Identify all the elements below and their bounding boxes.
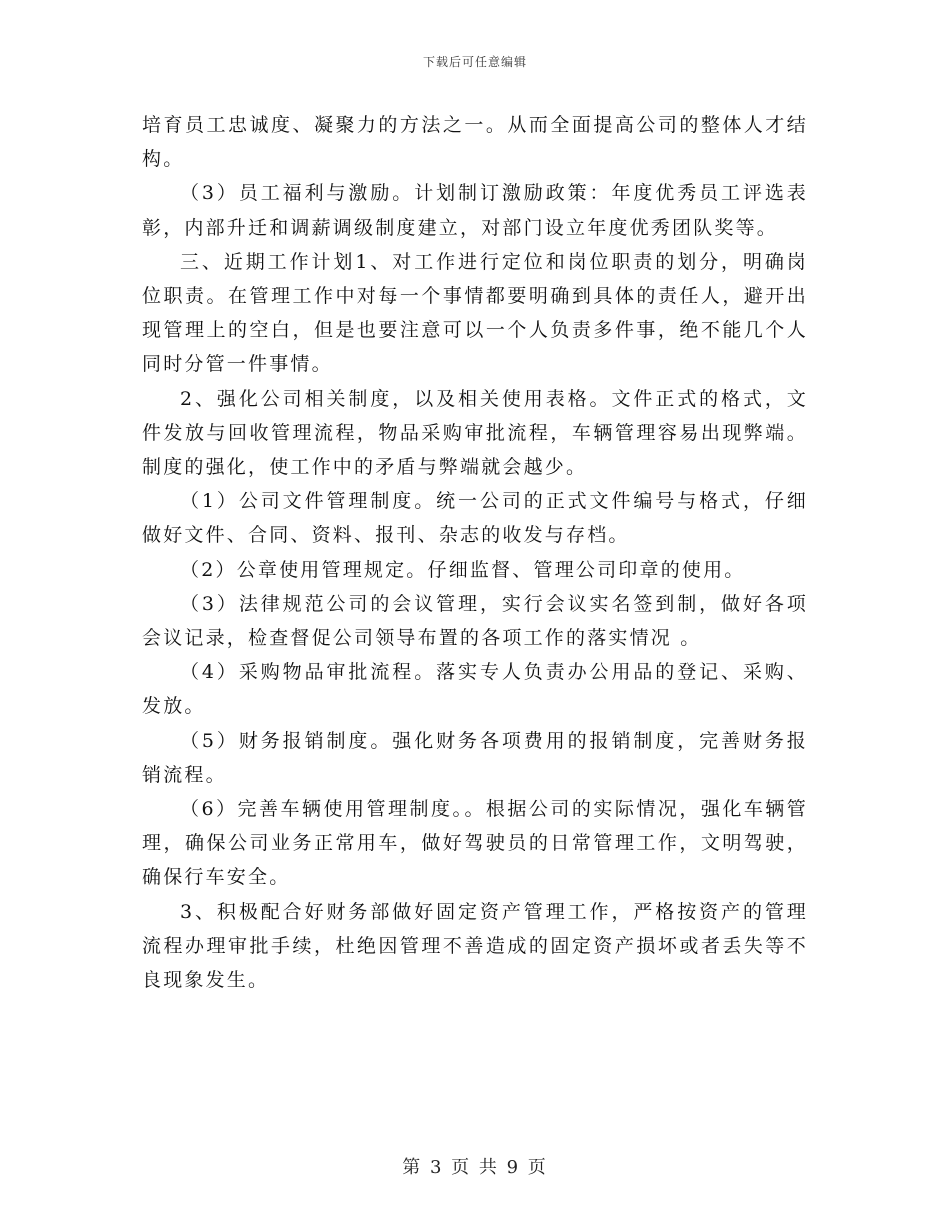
paragraph-document-management: （1）公司文件管理制度。统一公司的正式文件编号与格式，仔细做好文件、合同、资料、报刊、杂志的收发与存档。	[142, 490, 808, 547]
page-number-footer: 第 3 页 共 9 页	[402, 1157, 548, 1178]
document-body	[142, 108, 808, 997]
paragraph-procurement-approval: （4）采购物品审批流程。落实专人负责办公用品的登记、采购、发放。	[142, 661, 808, 718]
paragraph-near-term-plan: 三、近期工作计划1、对工作进行定位和岗位职责的划分，明确岗位职责。在管理工作中对每一个事情都要明确到具体的责任人，避开出现管理上的空白，但是也要注意可以一个人负责多件事，绝不能几个人同时分管一件事情。	[142, 250, 808, 376]
paragraph-strengthen-rules: 2、强化公司相关制度，以及相关使用表格。文件正式的格式，文件发放与回收管理流程，物品采购审批流程，车辆管理容易出现弊端。制度的强化，使工作中的矛盾与弊端就会越少。	[142, 387, 808, 479]
paragraph-meeting-management: （3）法律规范公司的会议管理，实行会议实名签到制，做好各项会议记录，检查督促公司领导布置的各项工作的落实情况 。	[142, 592, 808, 650]
paragraph-vehicle-management: （6）完善车辆使用管理制度。。根据公司的实际情况，强化车辆管理，确保公司业务正常用车，做好驾驶员的日常管理工作，文明驾驶，确保行车安全。	[142, 798, 808, 889]
paragraph-seal-usage: （2）公章使用管理规定。仔细监督、管理公司印章的使用。	[180, 558, 746, 581]
page-header-note: 下载后可任意编辑	[422, 55, 527, 69]
paragraph-employee-welfare: （3）员工福利与激励。计划制订激励政策：年度优秀员工评选表彰，内部升迁和调薪调级制度建立，对部门设立年度优秀团队奖等。	[142, 182, 808, 239]
paragraph-fixed-assets: 3、积极配合好财务部做好固定资产管理工作，严格按资产的管理流程办理审批手续，杜绝因管理不善造成的固定资产损坏或者丢失等不良现象发生。	[142, 900, 808, 992]
paragraph-continuation: 培育员工忠诚度、凝聚力的方法之一。从而全面提高公司的整体人才结构。	[142, 114, 808, 171]
paragraph-reimbursement: （5）财务报销制度。强化财务各项费用的报销制度，完善财务报销流程。	[142, 729, 808, 786]
